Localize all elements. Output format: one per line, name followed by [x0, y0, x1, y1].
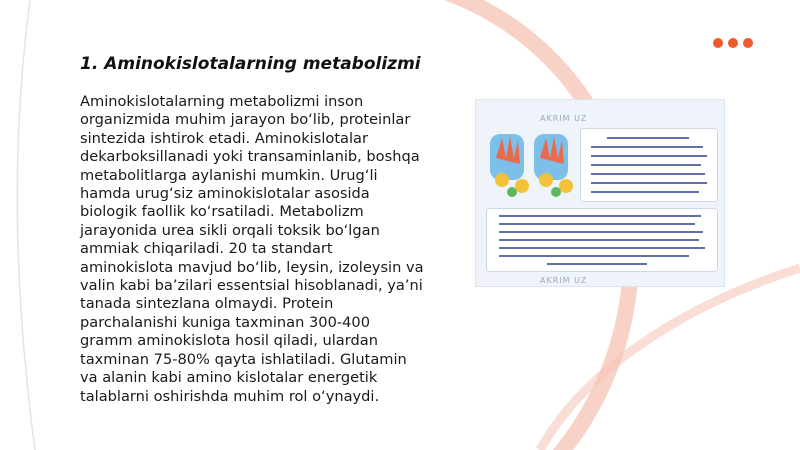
slide-body: Aminokislotalarning metabolizmi inson organizmida muhim jarayon bo‘lib, proteinlar sintezida ishtirok etadi. Aminokislotalar dekarboksillanadi yoki transaminlanib, boshqa metabolitlarga aylanishi mumkin. Urug‘li hamda urug‘siz aminokislotalar asosida biologik faollik ko‘rsatiladi. Metabolizm jarayonida urea sikli orqali toksik bo‘lgan ammiak chiqariladi. 20 ta standart aminokislota mavjud bo‘lib, leysin, izoleysin va valin kabi ba’zilari essentsial hisoblanadi, ya’ni tanada sintezlana olmaydi. Protein parchalanishi kuniga taxminan 300-400 gramm aminokislota hosil qiladi, ulardan taxminan 75-80% qayta ishlatiladi. Glutamin va alanin kabi amino kislotalar energetik talablarni oshirishda muhim rol o‘ynaydi. — [80, 93, 424, 405]
hands-illustration — [488, 128, 578, 200]
dot — [713, 38, 723, 48]
three-dots-icon — [713, 38, 753, 48]
watermark-top: AKRIM UZ — [540, 114, 588, 123]
amino-acid-illustration — [475, 99, 725, 287]
dot — [743, 38, 753, 48]
watermark-bottom: AKRIM UZ — [540, 276, 588, 285]
slide-title: 1. Aminokislotalarning metabolizmi — [80, 54, 421, 74]
info-box-bottom — [486, 208, 718, 272]
info-box-top — [580, 128, 718, 202]
dot — [728, 38, 738, 48]
